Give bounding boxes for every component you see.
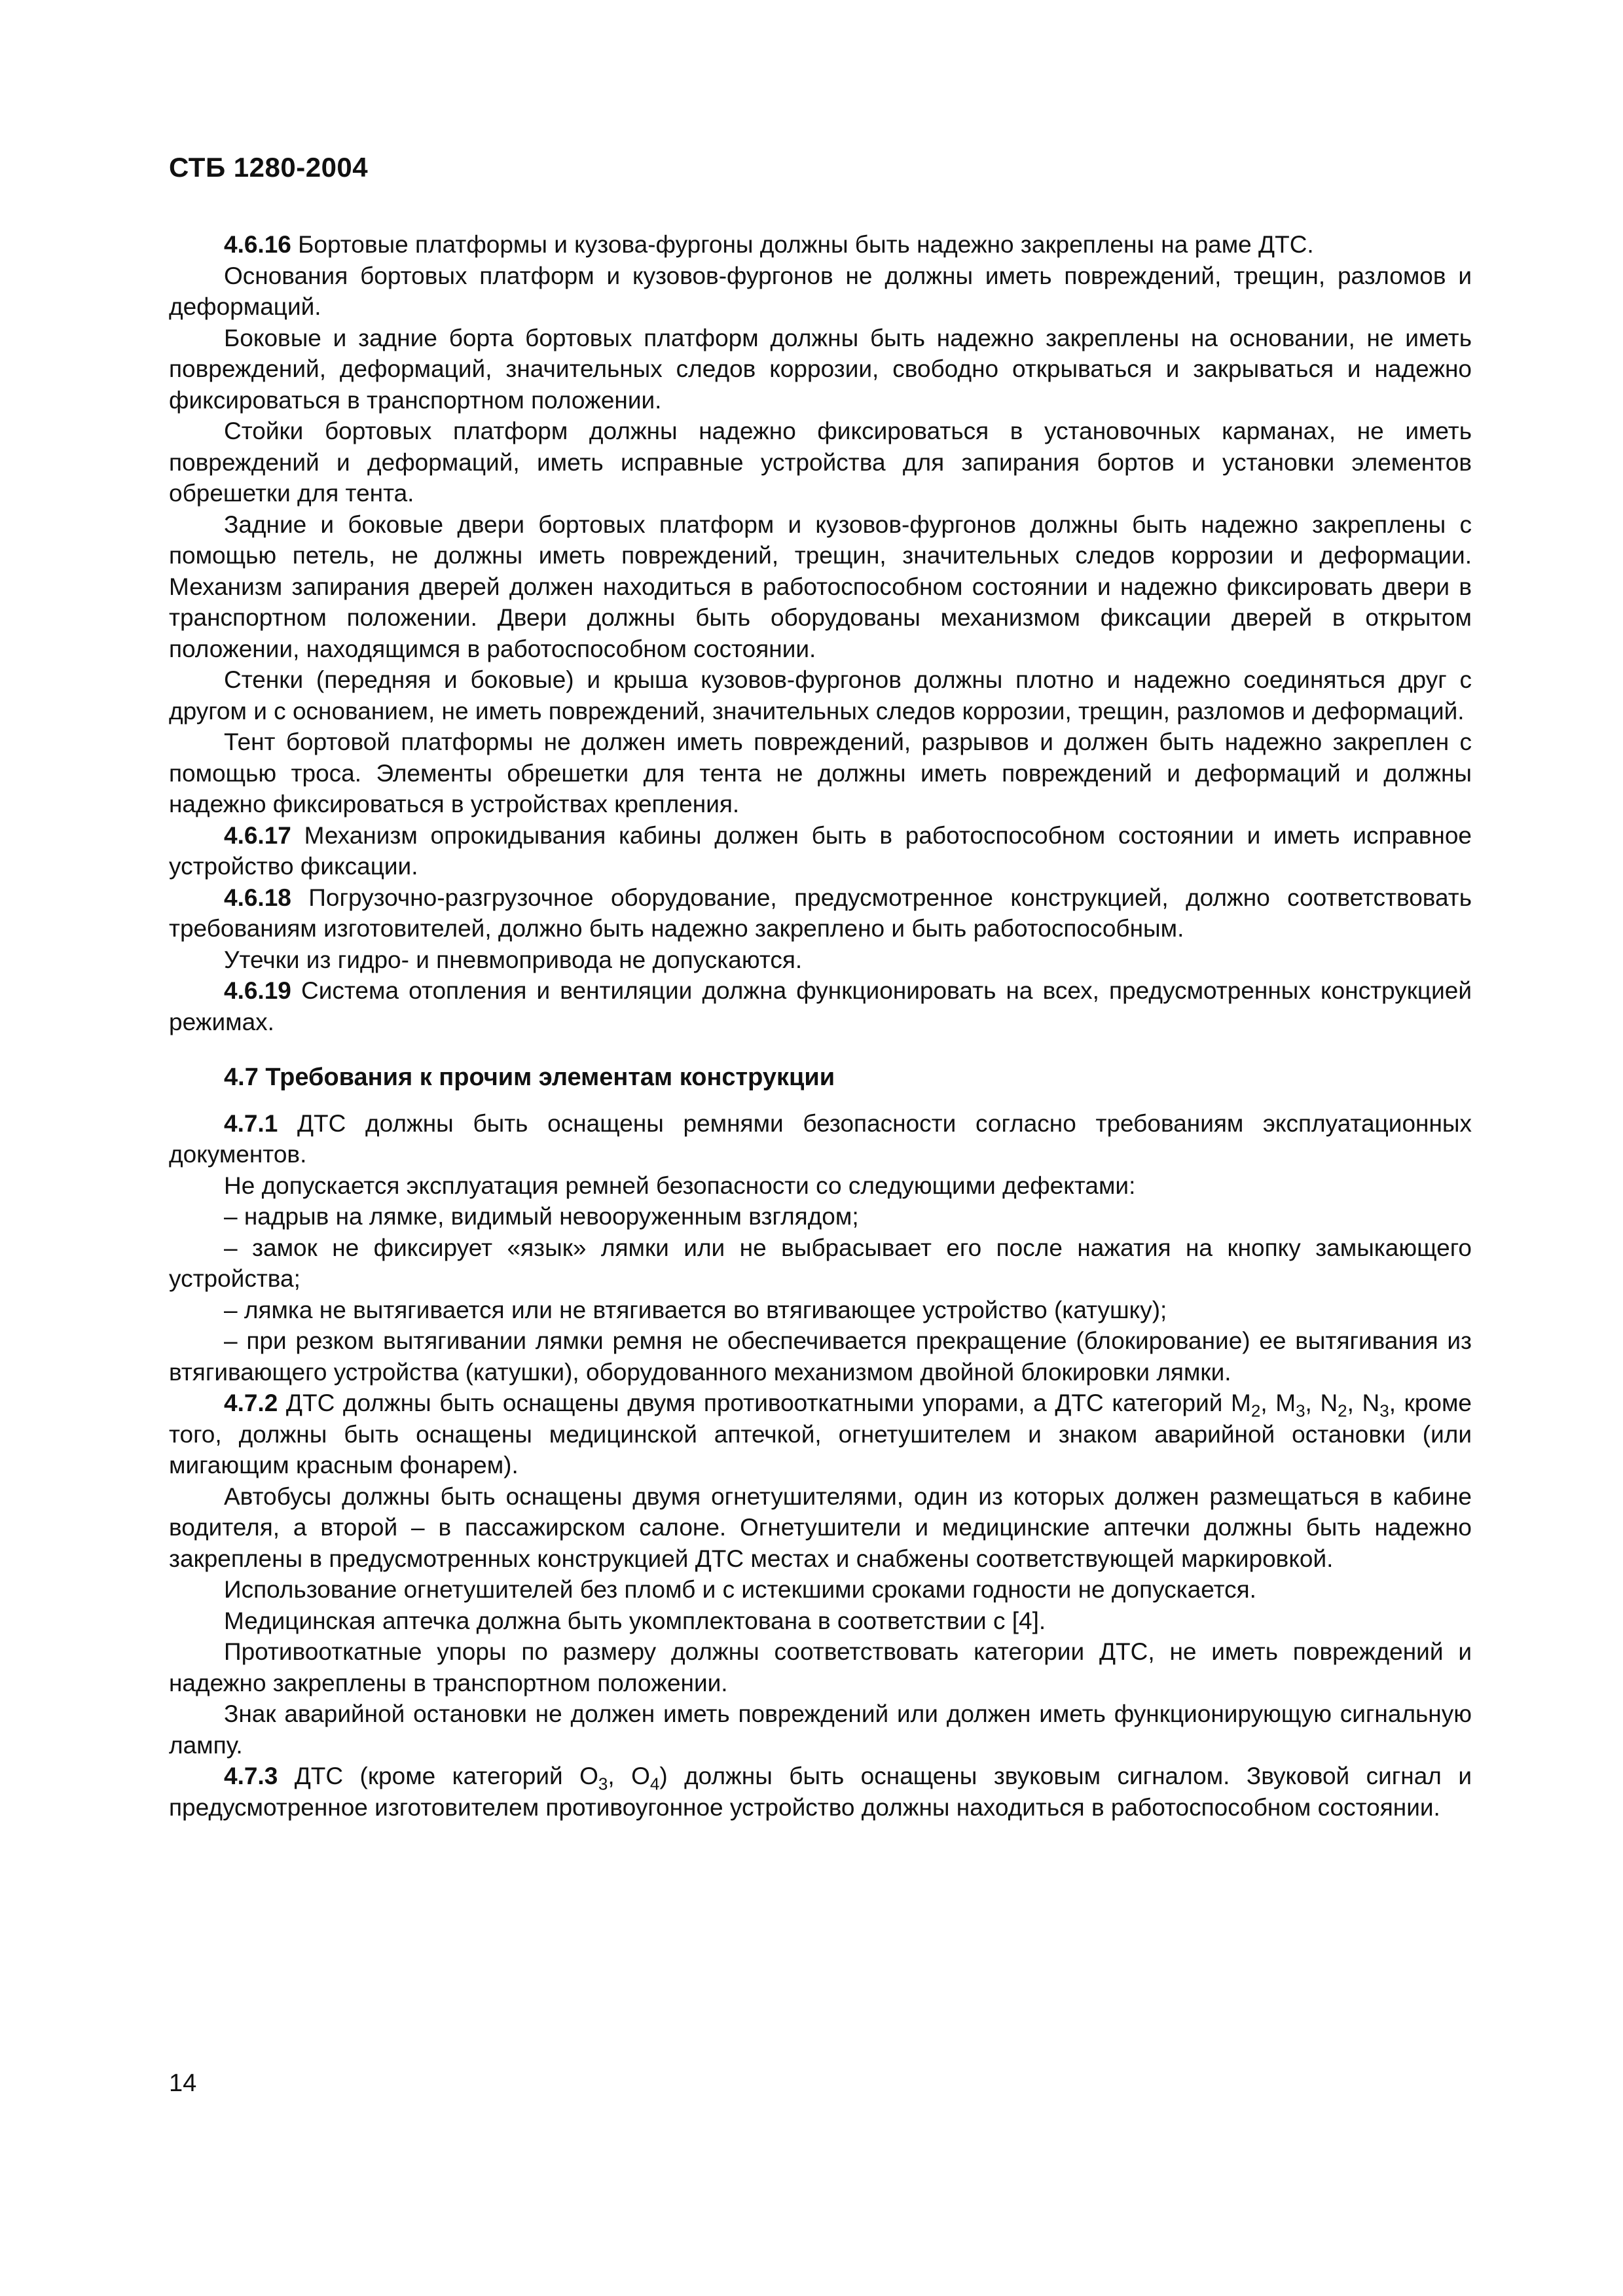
list-item: – при резком вытягивании лямки ремня не обеспечивается прекращение (блокирование) ее вытягивания из втягивающего устройства (катушки), оборудованного механизмом двойной блокировки лямки. — [169, 1327, 1472, 1386]
paragraph: Стойки бортовых платформ должны надежно фиксироваться в установочных карманах, не иметь повреждений и деформаций, иметь исправные устройства для запирания бортов и установки элементов обрешетки для тента. — [169, 418, 1472, 507]
list-item: – надрыв на лямке, видимый невооруженным взглядом; — [224, 1203, 859, 1230]
paragraph: Противооткатные упоры по размеру должны соответствовать категории ДТС, не иметь повреждений и надежно закреплены в транспортном положении. — [169, 1638, 1472, 1696]
list-item: – замок не фиксирует «язык» лямки или не выбрасывает его после нажатия на кнопку замыкающего устройства; — [169, 1234, 1472, 1292]
document-code: СТБ 1280-2004 — [169, 152, 369, 183]
clause-number: 4.7.1 — [224, 1109, 278, 1137]
paragraph: Не допускается эксплуатация ремней безопасности со следующими дефектами: — [224, 1172, 1136, 1199]
clause-number: 4.6.19 — [224, 977, 291, 1004]
paragraph: Задние и боковые двери бортовых платформ и кузовов-фургонов должны быть надежно закреплены с помощью петель, не должны иметь повреждений, трещин, значительных следов коррозии и деформации. Механизм запирания дверей должен находиться в работоспособном состоянии и надежно фиксировать двери в транспортном положении. Двери должны быть оборудованы механизмом фиксации дверей в открытом положении, находящимся в работоспособном состоянии. — [169, 511, 1472, 662]
paragraph: Использование огнетушителей без пломб и с истекшими сроками годности не допускается. — [224, 1576, 1256, 1603]
paragraph: 4.6.18 Погрузочно-разгрузочное оборудование, предусмотренное конструкцией, должно соответствовать требованиям изготовителей, должно быть надежно закреплено и быть работоспособным. — [169, 884, 1472, 942]
paragraph: Основания бортовых платформ и кузовов-фургонов не должны иметь повреждений, трещин, разломов и деформаций. — [169, 262, 1472, 320]
paragraph: Автобусы должны быть оснащены двумя огнетушителями, один из которых должен размещаться в кабине водителя, а второй – в пассажирском салоне. Огнетушители и медицинские аптечки должны быть надежно закреплены в предусмотренных конструкцией ДТС местах и снабжены соответствующей маркировкой. — [169, 1482, 1472, 1572]
paragraph: 4.7.2 ДТС должны быть оснащены двумя противооткатными упорами, а ДТС категорий $M_2$, $M_3$, $N_2$, $N_3$, кроме того, должны быть оснащены медицинской аптечкой, огнетушителем и знаком аварийной остановки (или мигающим красным фонарем). — [169, 1390, 1472, 1479]
page-number: 14 — [169, 2070, 197, 2097]
paragraph: 4.6.16 Бортовые платформы и кузова-фургоны должны быть надежно закреплены на раме ДТС. — [224, 231, 1314, 258]
paragraph: Тент бортовой платформы не должен иметь повреждений, разрывов и должен быть надежно закреплен с помощью троса. Элементы обрешетки для тента не должны иметь повреждений и деформаций и должны надежно фиксироваться в устройствах крепления. — [169, 728, 1472, 817]
clause-number: 4.7.3 — [224, 1763, 278, 1789]
paragraph: Медицинская аптечка должна быть укомплектована в соответствии с [4]. — [224, 1607, 1046, 1634]
paragraph: 4.7.1 ДТС должны быть оснащены ремнями безопасности согласно требованиям эксплуатационных документов. — [169, 1109, 1472, 1168]
paragraph: 4.6.17 Механизм опрокидывания кабины должен быть в работоспособном состоянии и иметь исправное устройство фиксации. — [169, 821, 1472, 880]
clause-number: 4.6.16 — [224, 231, 291, 258]
paragraph: 4.7.3 ДТС (кроме категорий $O_3$, $O_4$) должны быть оснащены звуковым сигналом. Звуковой сигнал и предусмотренное изготовителем противоугонное устройство должны находиться в работоспособном состоянии. — [169, 1763, 1472, 1821]
paragraph: Стенки (передняя и боковые) и крыша кузовов-фургонов должны плотно и надежно соединяться друг с другом и с основанием, не иметь повреждений, значительных следов коррозии, трещин, разломов и деформаций. — [169, 666, 1472, 725]
paragraph: Утечки из гидро- и пневмопривода не допускаются. — [224, 946, 803, 973]
paragraph: 4.6.19 Система отопления и вентиляции должна функционировать на всех, предусмотренных конструкцией режимах. — [169, 977, 1472, 1035]
clause-number: 4.6.18 — [224, 884, 291, 911]
paragraph: Знак аварийной остановки не должен иметь повреждений или должен иметь функционирующую сигнальную лампу. — [169, 1700, 1472, 1759]
document-body — [169, 229, 1472, 1823]
list-item: – лямка не вытягивается или не втягивается во втягивающее устройство (катушку); — [224, 1296, 1167, 1323]
paragraph: Боковые и задние борта бортовых платформ должны быть надежно закреплены на основании, не иметь повреждений, деформаций, значительных следов коррозии, свободно открываться и закрываться и надежно фиксироваться в транспортном положении. — [169, 324, 1472, 414]
clause-number: 4.7.2 — [224, 1390, 278, 1416]
clause-number: 4.6.17 — [224, 821, 291, 849]
section-title: 4.7 Требования к прочим элементам конструкции — [224, 1064, 835, 1091]
